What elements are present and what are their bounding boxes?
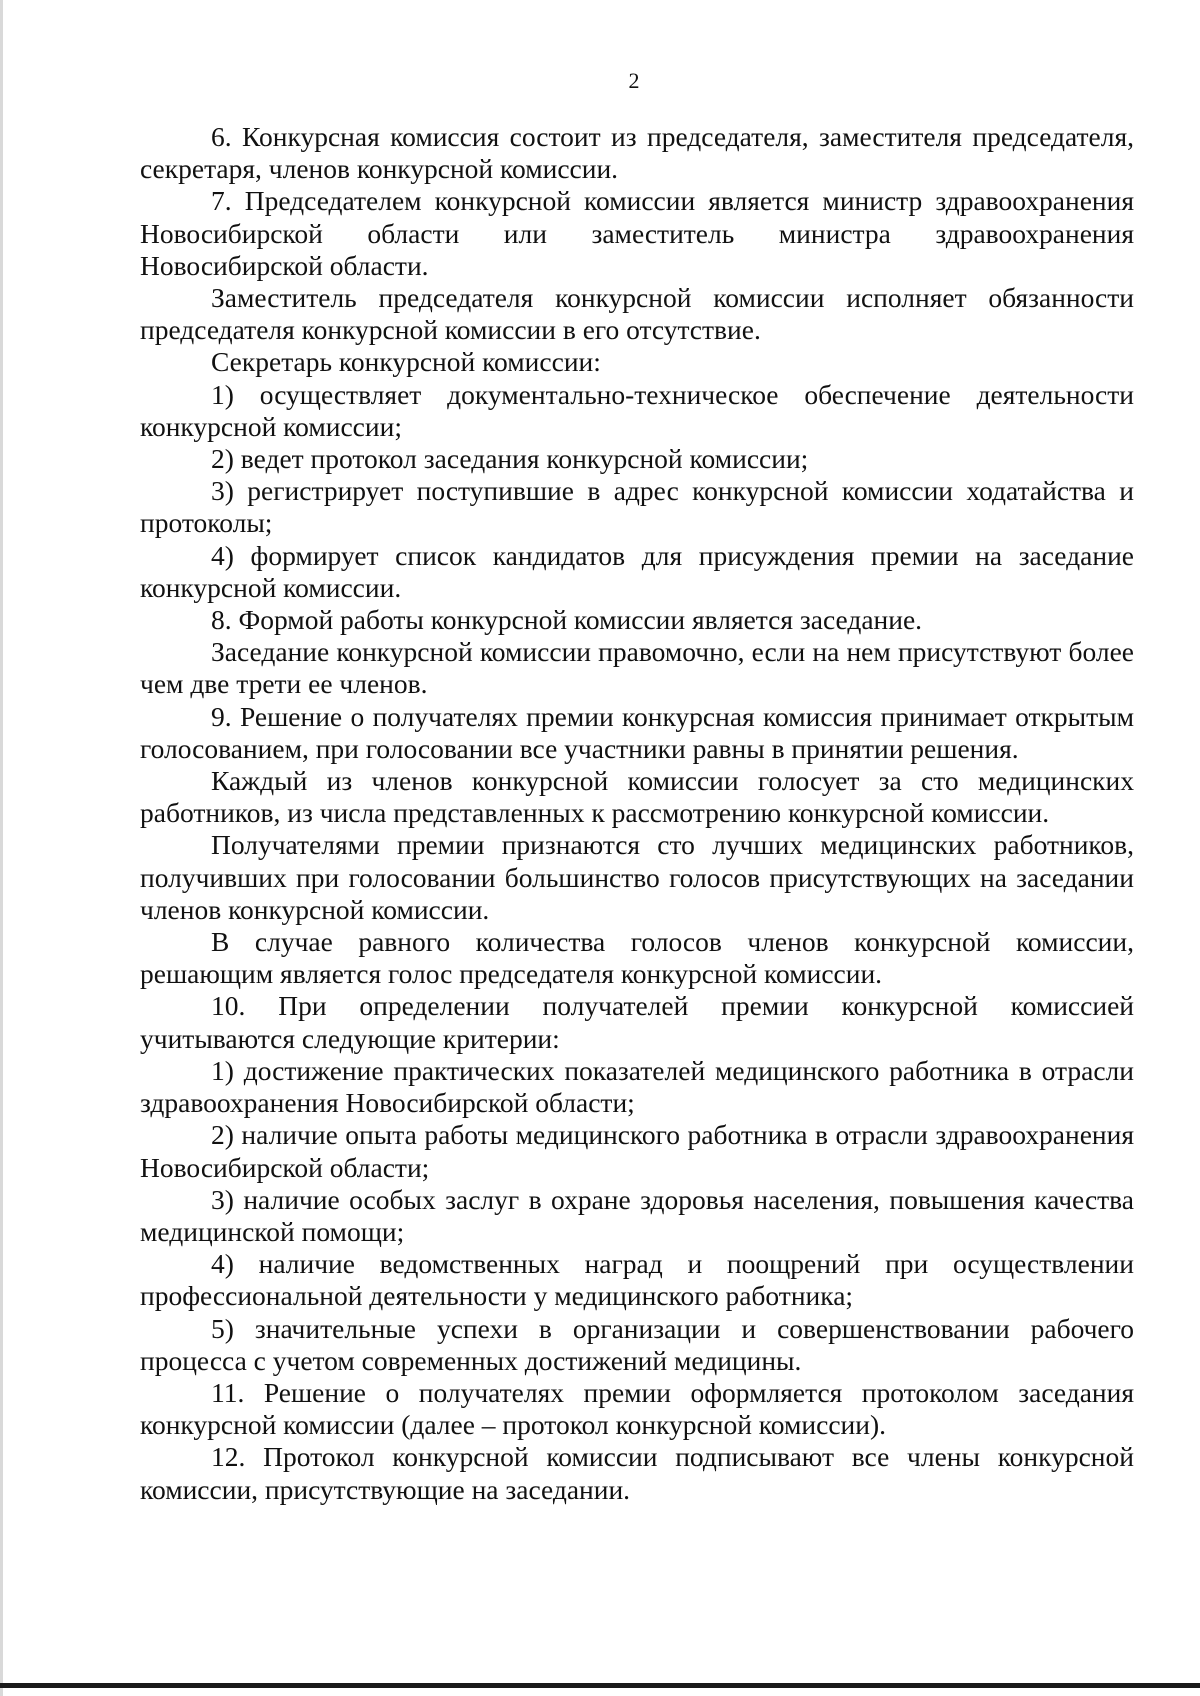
secretary-duty-4: 4) формирует список кандидатов для присуждения премии на заседание конкурсной комиссии.: [140, 539, 1134, 603]
criterion-5: 5) значительные успехи в организации и совершенствовании рабочего процесса с учетом современных достижений медицины.: [140, 1312, 1134, 1376]
paragraph-10: 10. При определении получателей премии конкурсной комиссией учитываются следующие критерии:: [140, 990, 1134, 1054]
paragraph-8: 8. Формой работы конкурсной комиссии является заседание.: [211, 604, 923, 636]
paragraph-recipients: Получателями премии признаются сто лучших медицинских работников, получивших при голосовании большинство голосов присутствующих на заседании членов конкурсной комиссии.: [140, 829, 1134, 925]
paragraph-secretary: Секретарь конкурсной комиссии:: [211, 346, 601, 378]
document-body: [140, 121, 1134, 1506]
paragraph-deputy-chair: Заместитель председателя конкурсной комиссии исполняет обязанности председателя конкурсной комиссии в его отсутствие.: [140, 282, 1134, 346]
paragraph-7: 7. Председателем конкурсной комиссии является министр здравоохранения Новосибирской области или заместитель министра здравоохранения Новосибирской области.: [140, 185, 1134, 281]
paragraph-9: 9. Решение о получателях премии конкурсная комиссия принимает открытым голосованием, при голосовании все участники равны в принятии решения.: [140, 700, 1134, 764]
secretary-duty-1: 1) осуществляет документально-техническое обеспечение деятельности конкурсной комиссии;: [140, 378, 1134, 442]
paragraph-quorum: Заседание конкурсной комиссии правомочно, если на нем присутствуют более чем две трети ее членов.: [140, 636, 1134, 700]
paragraph-tie-vote: В случае равного количества голосов членов конкурсной комиссии, решающим является голос председателя конкурсной комиссии.: [140, 926, 1134, 990]
criterion-4: 4) наличие ведомственных наград и поощрений при осуществлении профессиональной деятельности у медицинского работника;: [140, 1248, 1134, 1312]
scan-bottom-border: [0, 1683, 1200, 1688]
paragraph-11: 11. Решение о получателях премии оформляется протоколом заседания конкурсной комиссии (далее – протокол конкурсной комиссии).: [140, 1376, 1134, 1441]
criterion-3: 3) наличие особых заслуг в охране здоровья населения, повышения качества медицинской помощи;: [140, 1183, 1134, 1247]
secretary-duty-2: 2) ведет протокол заседания конкурсной комиссии;: [211, 443, 809, 475]
scan-edge: [0, 0, 3, 1696]
paragraph-12: 12. Протокол конкурсной комиссии подписывают все члены конкурсной комиссии, присутствующие на заседании.: [140, 1441, 1134, 1505]
criterion-2: 2) наличие опыта работы медицинского работника в отрасли здравоохранения Новосибирской области;: [140, 1119, 1134, 1183]
secretary-duty-3: 3) регистрирует поступившие в адрес конкурсной комиссии ходатайства и протоколы;: [140, 475, 1134, 539]
paragraph-6: 6. Конкурсная комиссия состоит из председателя, заместителя председателя, секретаря, членов конкурсной комиссии.: [140, 121, 1134, 185]
criterion-1: 1) достижение практических показателей медицинского работника в отрасли здравоохранения Новосибирской области;: [140, 1054, 1134, 1119]
page-number: 2: [628, 68, 640, 93]
paragraph-voting: Каждый из членов конкурсной комиссии голосует за сто медицинских работников, из числа представленных к рассмотрению конкурсной комиссии.: [140, 765, 1134, 829]
